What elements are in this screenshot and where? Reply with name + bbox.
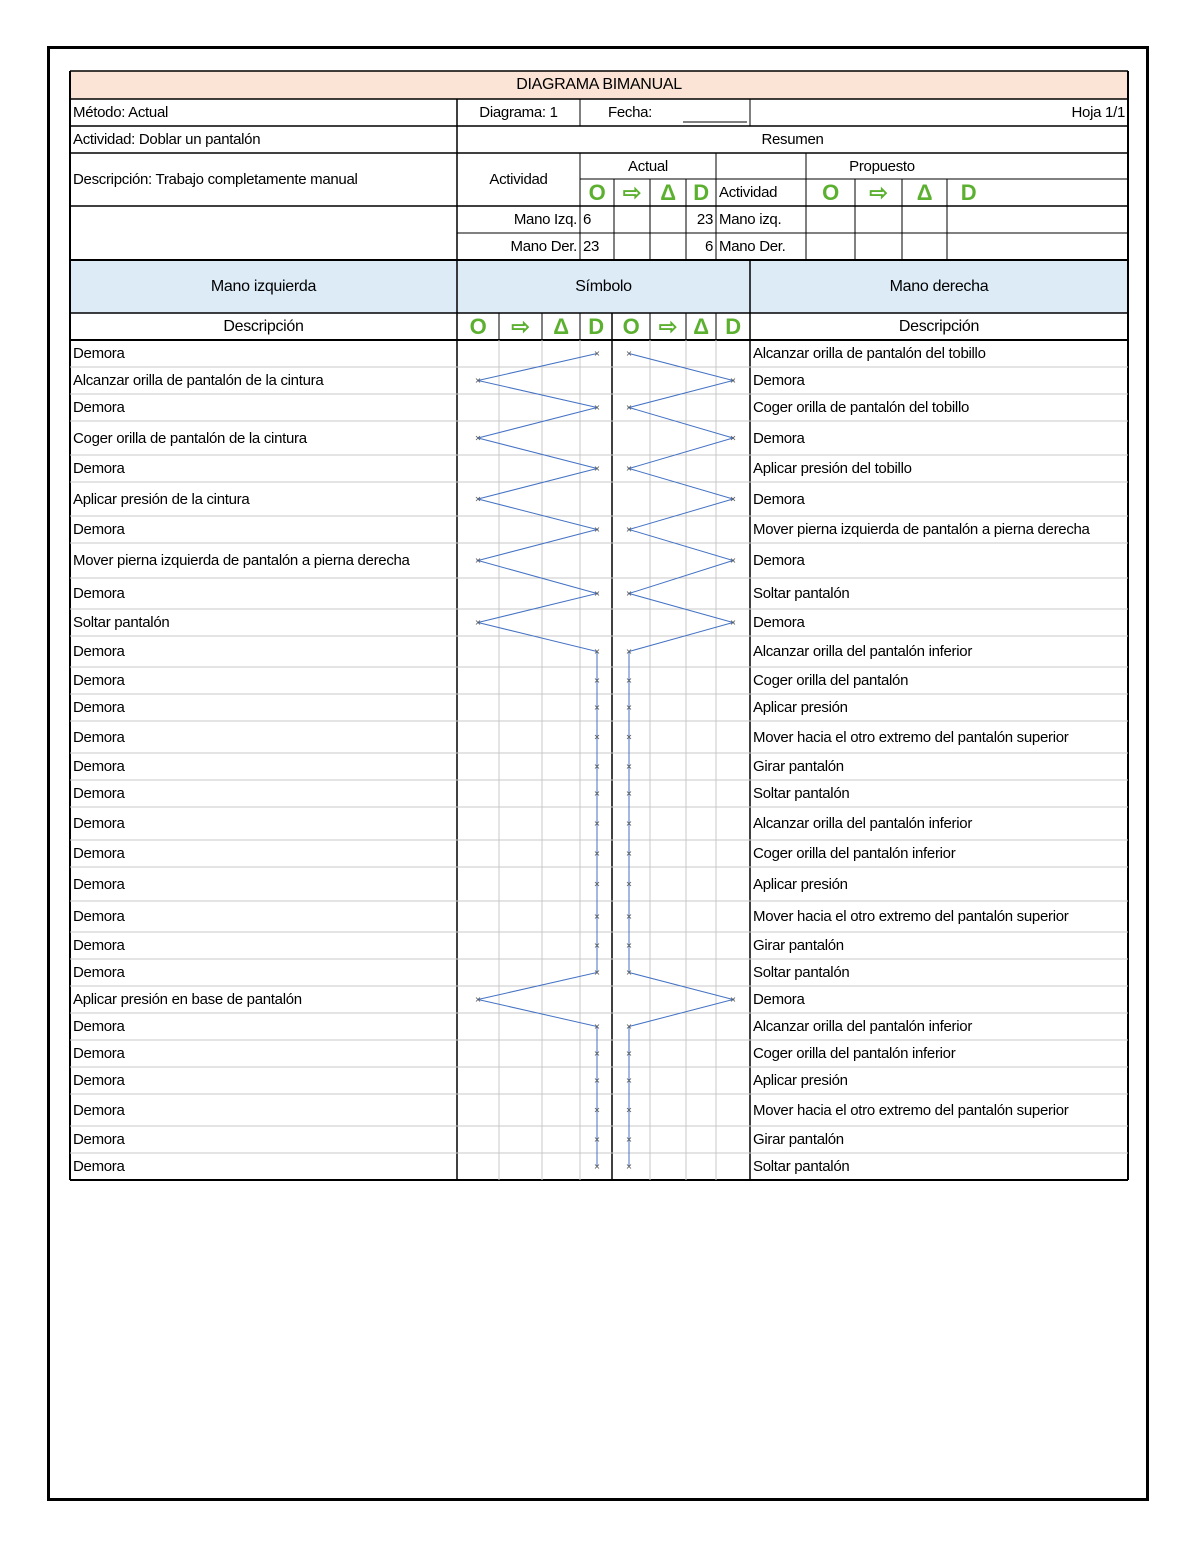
left-hand-step: Demora <box>73 460 125 477</box>
right-hand-step: Girar pantalón <box>753 1131 844 1148</box>
left-hand-step: Demora <box>73 875 125 893</box>
summary-proposed-operation-icon: O <box>822 179 839 205</box>
right-hand-step: Demora <box>753 552 805 569</box>
summary-proposed-transport-icon: ⇨ <box>869 179 888 205</box>
right-hand-step: Alcanzar orilla del pantalón inferior <box>753 815 973 832</box>
right-hand-step: Soltar pantalón <box>753 1158 850 1175</box>
summary-actual-delay-icon: D <box>693 179 709 205</box>
left-hand-step: Demora <box>73 964 125 981</box>
right-hand-step: Soltar pantalón <box>753 785 850 802</box>
right-hand-step: Demora <box>753 372 805 389</box>
right-hand-step: Alcanzar orilla del pantalón inferior <box>753 643 973 660</box>
left-hand-step: Demora <box>73 758 125 775</box>
summary-operation-count: 6 <box>583 211 592 228</box>
summary-row-label: Mano Der. <box>510 238 577 255</box>
right-hand-step: Aplicar presión <box>753 875 848 893</box>
summary-row-label-2: Mano Der. <box>719 238 786 255</box>
right-hand-step: Alcanzar orilla del pantalón inferior <box>753 1018 973 1035</box>
left-hand-step: Demora <box>73 845 125 862</box>
summary-proposed-inspection-icon: Δ <box>916 179 933 205</box>
right-description-header: Descripción <box>898 317 980 335</box>
right-hand-step: Aplicar presión del tobillo <box>753 460 912 477</box>
right-operation-icon: O <box>622 313 640 339</box>
summary-actual-operation-icon: O <box>588 179 606 205</box>
summary-activity-label: Actividad <box>489 171 548 188</box>
summary-operation-count: 23 <box>583 238 600 255</box>
left-hand-step: Demora <box>73 521 125 538</box>
left-hand-step: Demora <box>73 1045 125 1062</box>
right-hand-step: Aplicar presión <box>753 1072 848 1089</box>
right-hand-step: Soltar pantalón <box>753 585 850 602</box>
left-hand-step: Demora <box>73 908 125 925</box>
left-hand-step: Coger orilla de pantalón de la cintura <box>73 429 307 447</box>
right-hand-step: Mover pierna izquierda de pantalón a pierna derecha <box>753 521 1090 538</box>
sheet-number: Hoja 1/1 <box>1071 104 1125 121</box>
right-hand-step: Mover hacia el otro extremo del pantalón superior <box>753 908 1069 925</box>
left-hand-step: Demora <box>73 1131 125 1148</box>
left-hand-step: Soltar pantalón <box>73 614 170 631</box>
right-hand-step: Demora <box>753 429 805 447</box>
right-hand-step: Girar pantalón <box>753 937 844 954</box>
left-hand-flow-line <box>478 354 597 1167</box>
left-hand-step: Demora <box>73 785 125 802</box>
right-hand-step: Coger orilla de pantalón del tobillo <box>753 399 970 416</box>
summary-row-label: Mano Izq. <box>513 211 577 228</box>
activity-field: Actividad: Doblar un pantalón <box>73 131 261 148</box>
summary-proposed-delay-icon: D <box>960 179 977 205</box>
left-hand-step: Demora <box>73 1072 125 1089</box>
left-description-header: Descripción <box>223 317 304 335</box>
right-hand-step: Mover hacia el otro extremo del pantalón superior <box>753 728 1069 746</box>
right-transport-icon: ⇨ <box>658 313 678 339</box>
right-hand-step: Soltar pantalón <box>753 964 850 981</box>
right-hand-step: Demora <box>753 991 805 1008</box>
left-hand-step: Demora <box>73 815 125 832</box>
right-delay-icon: D <box>725 313 741 339</box>
left-hand-step: Demora <box>73 345 125 362</box>
left-hand-step: Demora <box>73 643 125 660</box>
left-hand-step: Demora <box>73 585 125 602</box>
summary-proposed-label: Propuesto <box>849 157 915 175</box>
summary-row-label-2: Mano izq. <box>719 211 782 228</box>
summary-delay-count: 6 <box>704 238 713 255</box>
summary-title: Resumen <box>761 131 824 148</box>
summary-activity-label-2: Actividad <box>719 184 778 201</box>
left-hand-step: Demora <box>73 399 125 416</box>
summary-actual-label: Actual <box>628 157 668 175</box>
right-hand-step: Demora <box>753 614 805 631</box>
right-hand-step: Girar pantalón <box>753 758 844 775</box>
left-hand-step: Demora <box>73 672 125 689</box>
left-inspection-icon: Δ <box>553 313 569 339</box>
right-inspection-icon: Δ <box>693 313 709 339</box>
right-hand-step: Alcanzar orilla de pantalón del tobillo <box>753 345 986 362</box>
summary-actual-inspection-icon: Δ <box>660 179 676 205</box>
right-hand-step: Coger orilla del pantalón <box>753 672 909 689</box>
diagram-number: Diagrama: 1 <box>479 104 558 121</box>
left-hand-step: Aplicar presión de la cintura <box>73 490 250 508</box>
left-hand-step: Alcanzar orilla de pantalón de la cintura <box>73 372 324 389</box>
left-hand-step: Demora <box>73 699 125 716</box>
left-hand-step: Mover pierna izquierda de pantalón a pierna derecha <box>73 552 410 569</box>
left-hand-step: Demora <box>73 937 125 954</box>
left-transport-icon: ⇨ <box>511 313 530 339</box>
left-hand-step: Demora <box>73 1101 125 1119</box>
date-label: Fecha: <box>607 104 653 121</box>
right-hand-step: Mover hacia el otro extremo del pantalón superior <box>753 1101 1069 1119</box>
left-hand-step: Aplicar presión en base de pantalón <box>73 991 302 1008</box>
method-field: Método: Actual <box>73 104 169 121</box>
right-hand-flow-line <box>629 354 733 1167</box>
left-hand-step: Demora <box>73 1158 125 1175</box>
right-hand-step: Demora <box>753 490 805 508</box>
left-hand-header: Mano izquierda <box>210 277 317 295</box>
right-hand-header: Mano derecha <box>889 277 989 295</box>
symbol-header: Símbolo <box>575 277 632 295</box>
left-operation-icon: O <box>469 313 487 339</box>
left-delay-icon: D <box>588 313 604 339</box>
description-field: Descripción: Trabajo completamente manual <box>73 171 358 188</box>
summary-actual-transport-icon: ⇨ <box>622 179 642 205</box>
left-hand-step: Demora <box>73 1018 125 1035</box>
chart-title: DIAGRAMA BIMANUAL <box>516 76 682 93</box>
right-hand-step: Coger orilla del pantalón inferior <box>753 845 956 862</box>
right-hand-step: Aplicar presión <box>753 699 848 716</box>
left-hand-step: Demora <box>73 728 125 746</box>
summary-delay-count: 23 <box>696 211 713 228</box>
right-hand-step: Coger orilla del pantalón inferior <box>753 1045 956 1062</box>
